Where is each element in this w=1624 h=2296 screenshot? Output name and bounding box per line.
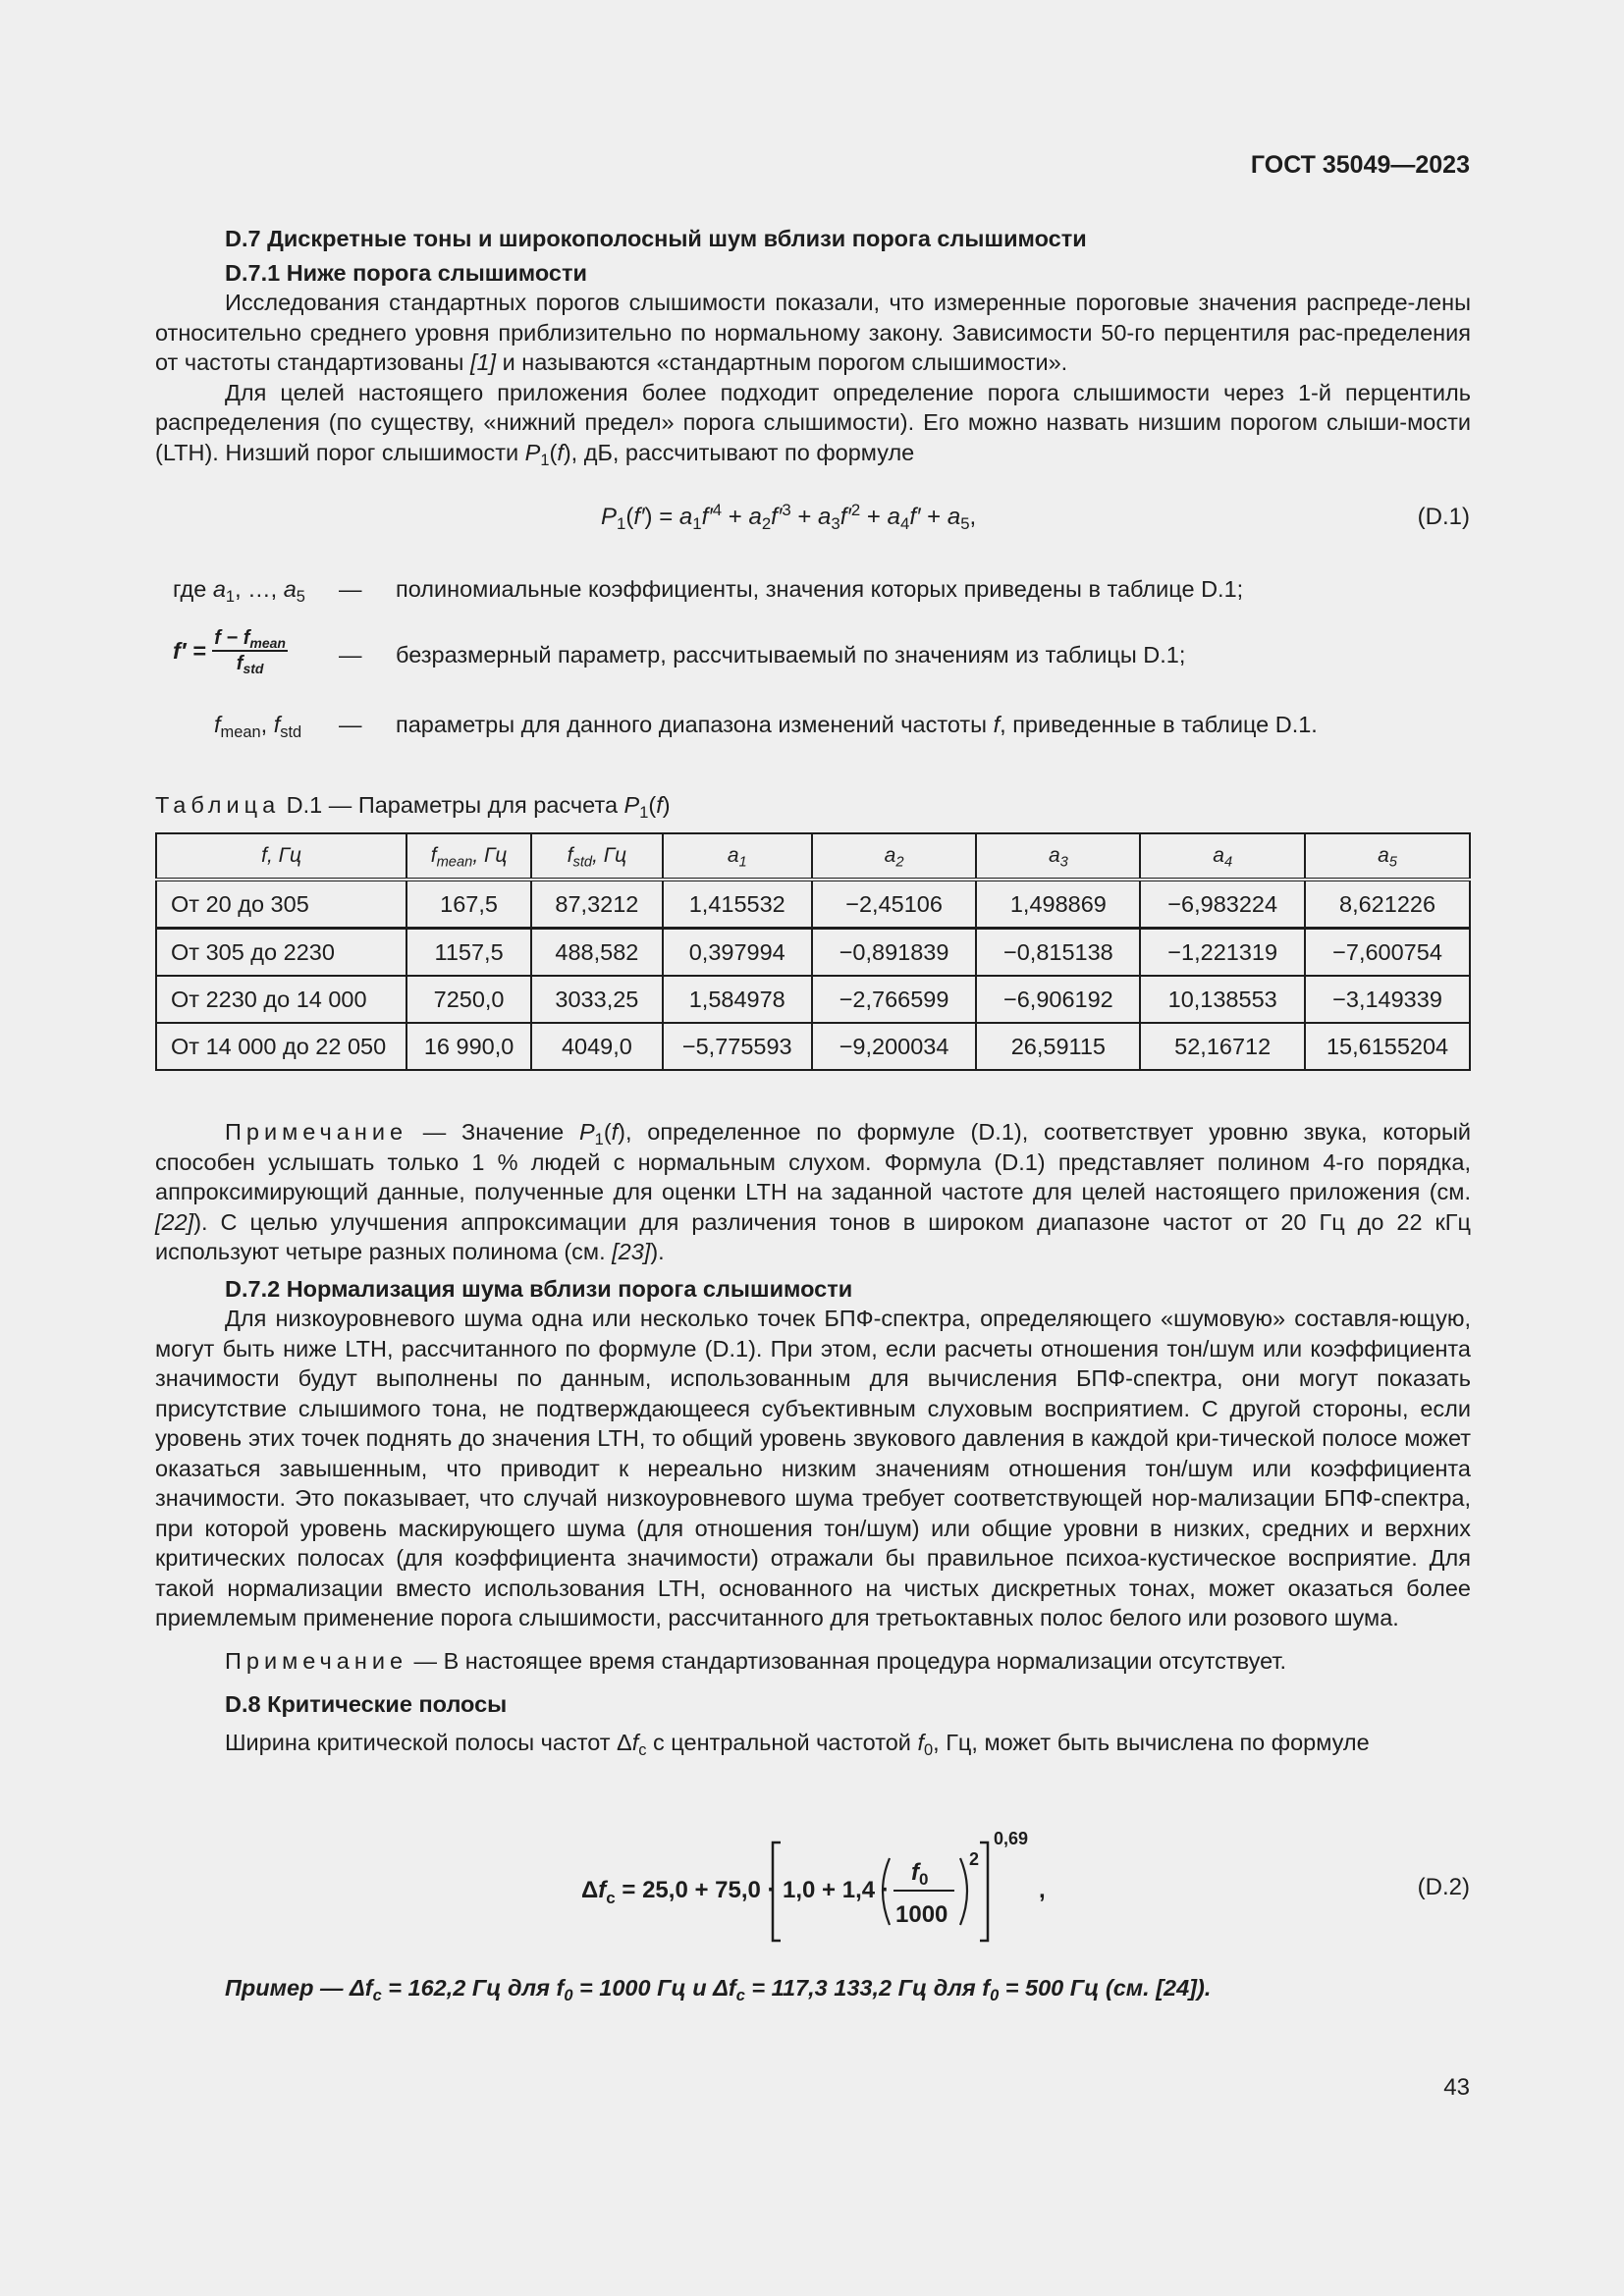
standard-header: ГОСТ 35049—2023 <box>1250 151 1470 179</box>
paragraph-d71-2: Для целей настоящего приложения более подходит определение порога слышимости через 1-й перцентиль распределения (по существу, «нижний предел» порога слышимости). Его можно назвать низшим порогом слыши-мости (LTH). Низший порог слышимости $P_1(f)$, дБ, рассчитывают по формуле <box>155 379 1471 469</box>
col-header-a2: $a_2$ <box>812 833 977 880</box>
svg-text:1,0 + 1,4 ·: 1,0 + 1,4 · <box>783 1877 890 1903</box>
svg-text:Δfc = 25,0 + 75,0 ·: $\Delta f_c = 25,0 + 75,0$ · <box>581 1877 776 1907</box>
parameters-table <box>155 832 1471 1071</box>
where-row-fprime: f′ = $\frac{f - f_{mean}}{f_{std}}$ — безразмерный параметр, рассчитываемый по значениям из таблицы D.1; <box>173 627 1186 677</box>
svg-text:1000: 1000 <box>895 1901 948 1928</box>
section-body-lower <box>155 1117 1471 1757</box>
svg-text:0,69: 0,69 <box>994 1831 1029 1848</box>
document-page: ГОСТ 35049—2023 D.7 Дискретные тоны и широкополосный шум вблизи порога слышимости D.7.1 Ниже порога слышимости Исследования стандартных порогов слышимости показали, что измеренные пороговые значения распреде-лены относительно среднего уровня приблизительно по нормальному закону. Зависимости 50-го перцентиля рас-пределения от частоты стандартизованы [1] и называются «стандартным порогом слышимости». Для целей настоящего приложения более подходит определение порога слышимости через 1-й перцентиль распределения (по существу, «нижний предел» порога слышимости). Его можно назвать низшим порогом слыши-мости (LTH). Низший порог слышимости $P_1(f)$, дБ, рассчитывают по формуле $P_1(f') = a_1f'^4 + a_2f'^3 + a_3f'^2 + a_4f' + a_5$, (D.1) где $a_1$, …, $a_5$ — полиномиальные коэффициенты, значения которых приведены в таблице D.1; f′ = $\frac{f - f_{mean}}{f_{std}}$ — безразмерный параметр, рассчитываемый по значениям из таблицы D.1; $f_{mean}$, $f_{std}$ — параметры для данного диапазона изменений частоты f, приведенные в таблице D.1. Таблица D.1 — Параметры для расчета $P_1(f)$ f, Гц $f_{mean}$, Гц $f_{std}$, Гц $a_1$ $a_2$ $a_3$ $a_4$ $a_5$ От 20 до 305 167,5 87,3212 1,415532 −2,45106 1,498869 −6,983224 8,621226 От 305 до 2230 1157,5 488,582 0,397994 −0,891839 −0,815138 −1,221319 −7,600754 От 2230 до 14 000 7250,0 3033,25 1,584978 −2,766599 −6,906192 10,138553 −3,149339 От 14 000 до 22 050 16 990,0 4049,0 −5,775593 −9,200034 26,59115 52,16712 15,6155204 Примечание — Значение $P_1(f)$, определенное по формуле (D.1), соответствует уровню звука, который способен услышать только 1 % людей с нормальным слухом. Формула (D.1) представляет полином 4-го порядка, аппроксимирующий данные, полученные для оценки LTH на заданной частоте для целей настоящего приложения (см. [22]). С целью улучшения аппроксимации для различения тонов в широком диапазоне частот от 20 Гц до 22 кГц используют четыре разных полинома (см. [23]). D.7.2 Нормализация шума вблизи порога слышимости Для низкоуровневого шума одна или несколько точек БПФ-спектра, определяющего «шумовую» составля-ющую, могут быть ниже LTH, рассчитанного по формуле (D.1). При этом, если расчеты отношения тон/шум или коэффициента значимости будут выполнены по данным, использованным для вычисления БПФ-спектра, они могут показать присутствие слышимого тона, не подтверждающееся субъективным слуховым восприятием. С другой стороны, если уровень этих точек поднять до значения LTH, то общий уровень звукового давления в каждой кри-тической полосе может оказаться завышенным, что приводит к нереально низким значениям отношения тон/шум или коэффициента значимости. Это показывает, что случай низкоуровневого шума требует соответствующей нор-мализации БПФ-спектра, при которой уровень маскирующего шума (для отношения тон/шум) или общие уровни в низких, средних и верхних критических полосах (для коэффициента значимости) отражали бы правильное психоа-кустическое восприятие. Для такой нормализации вместо использования LTH, основанного на чистых дискретных тонах, может оказаться более приемлемым применение порога слышимости, рассчитанного для третьоктавных полос белого или розового шума. Примечание — В настоящее время стандартизованная процедура нормализации отсутствует. D.8 Критические полосы Ширина критической полосы частот $\Delta f_c$ с центральной частотой $f_0$, Гц, может быть вычислена по формуле $\Delta f_c = 25,0 + 75,0$ · 1,0 + 1,4 · $f_0$ 1000 2 0,69 , (D.2) Пример — $\Delta f_c = 162,2$ Гц для $f_0 = 1000$ Гц и $\Delta f_c = 117,3$ 133,2 Гц для $f_0 = 500$ Гц (см. [24]). 43 <box>0 0 1624 2296</box>
section-title-d7: D.7 Дискретные тоны и широкополосный шум вблизи порога слышимости <box>225 226 1087 251</box>
note-1: Примечание — Значение $P_1(f)$, определенное по формуле (D.1), соответствует уровню звука, который способен услышать только 1 % людей с нормальным слухом. Формула (D.1) представляет полином 4-го порядка, аппроксимирующий данные, полученные для оценки LTH на заданной частоте для целей настоящего приложения (см. [22]). С целью улучшения аппроксимации для различения тонов в широком диапазоне частот от 20 Гц до 22 кГц используют четыре разных полинома (см. [23]). <box>155 1119 1471 1264</box>
paragraph-d8-intro: Ширина критической полосы частот $\Delta f_c$ с центральной частотой $f_0$, Гц, может быть вычислена по формуле <box>225 1729 1370 1759</box>
col-header-f: f, Гц <box>156 833 406 880</box>
table-row: От 14 000 до 22 050 16 990,0 4049,0 −5,775593 −9,200034 26,59115 52,16712 15,6155204 <box>156 1023 1470 1070</box>
table-row: От 305 до 2230 1157,5 488,582 0,397994 −0,891839 −0,815138 −1,221319 −7,600754 <box>156 929 1470 977</box>
svg-text:2: 2 <box>969 1849 980 1869</box>
section-title-d71: D.7.1 Ниже порога слышимости <box>225 259 587 286</box>
formula-d2-number: (D.2) <box>1417 1874 1470 1900</box>
col-header-fstd: $f_{std}$, Гц <box>531 833 663 880</box>
section-d7 <box>155 224 1471 467</box>
col-header-a5: $a_5$ <box>1305 833 1470 880</box>
svg-text:,: , <box>1039 1877 1046 1903</box>
formula-d1-number: (D.1) <box>1417 504 1470 530</box>
paragraph-d72: Для низкоуровневого шума одна или несколько точек БПФ-спектра, определяющего «шумовую» составля-ющую, могут быть ниже LTH, рассчитанного по формуле (D.1). При этом, если расчеты отношения тон/шум или коэффициента значимости будут выполнены по данным, использованным для вычисления БПФ-спектра, они могут показать присутствие слышимого тона, не подтверждающееся субъективным слуховым восприятием. С другой стороны, если уровень этих точек поднять до значения LTH, то общий уровень звукового давления в каждой кри-тической полосе может оказаться завышенным, что приводит к нереально низким значениям отношения тон/шум или коэффициента значимости. Это показывает, что случай низкоуровневого шума требует соответствующей нор-мализации БПФ-спектра, при которой уровень маскирующего шума (для отношения тон/шум) или общие уровни в низких, средних и верхних критических полосах (для коэффициента значимости) отражали бы правильное психоа-кустическое восприятие. Для такой нормализации вместо использования LTH, основанного на чистых дискретных тонах, может оказаться более приемлемым применение порога слышимости, рассчитанного для третьоктавных полос белого или розового шума. <box>155 1306 1471 1630</box>
example-line: Пример — $\Delta f_c = 162,2$ Гц для $f_0 = 1000$ Гц и $\Delta f_c = 117,3$ 133,2 Гц для $f_0 = 500$ Гц (см. [24]). <box>225 1975 1212 2004</box>
col-header-a3: $a_3$ <box>976 833 1140 880</box>
col-header-a1: $a_1$ <box>663 833 812 880</box>
table-row: От 2230 до 14 000 7250,0 3033,25 1,584978 −2,766599 −6,906192 10,138553 −3,149339 <box>156 976 1470 1023</box>
table-caption: Таблица D.1 — Параметры для расчета $P_1(f)$ <box>155 792 671 822</box>
section-title-d72: D.7.2 Нормализация шума вблизи порога слышимости <box>225 1275 853 1302</box>
formula-d2 <box>579 1831 1168 1949</box>
col-header-fmean: $f_{mean}$, Гц <box>406 833 531 880</box>
note-2: Примечание — В настоящее время стандартизованная процедура нормализации отсутствует. <box>225 1647 1287 1674</box>
fprime-fraction: $\frac{f - f_{mean}}{f_{std}}$ <box>214 627 286 677</box>
table-header-row <box>156 833 1470 880</box>
svg-text:f0: $f_0$ <box>911 1859 929 1889</box>
formula-d1: $P_1(f') = a_1f'^4 + a_2f'^3 + a_3f'^2 + a_4f' + a_5$, <box>601 500 977 534</box>
page-number: 43 <box>1443 2074 1470 2101</box>
col-header-a4: $a_4$ <box>1140 833 1305 880</box>
section-title-d8: D.8 Критические полосы <box>225 1691 508 1717</box>
paragraph-d71-1: Исследования стандартных порогов слышимости показали, что измеренные пороговые значения распреде-лены относительно среднего уровня приблизительно по нормальному закону. Зависимости 50-го перцентиля рас-пределения от частоты стандартизованы [1] и называются «стандартным порогом слышимости». <box>155 290 1471 375</box>
table-row: От 20 до 305 167,5 87,3212 1,415532 −2,45106 1,498869 −6,983224 8,621226 <box>156 880 1470 929</box>
